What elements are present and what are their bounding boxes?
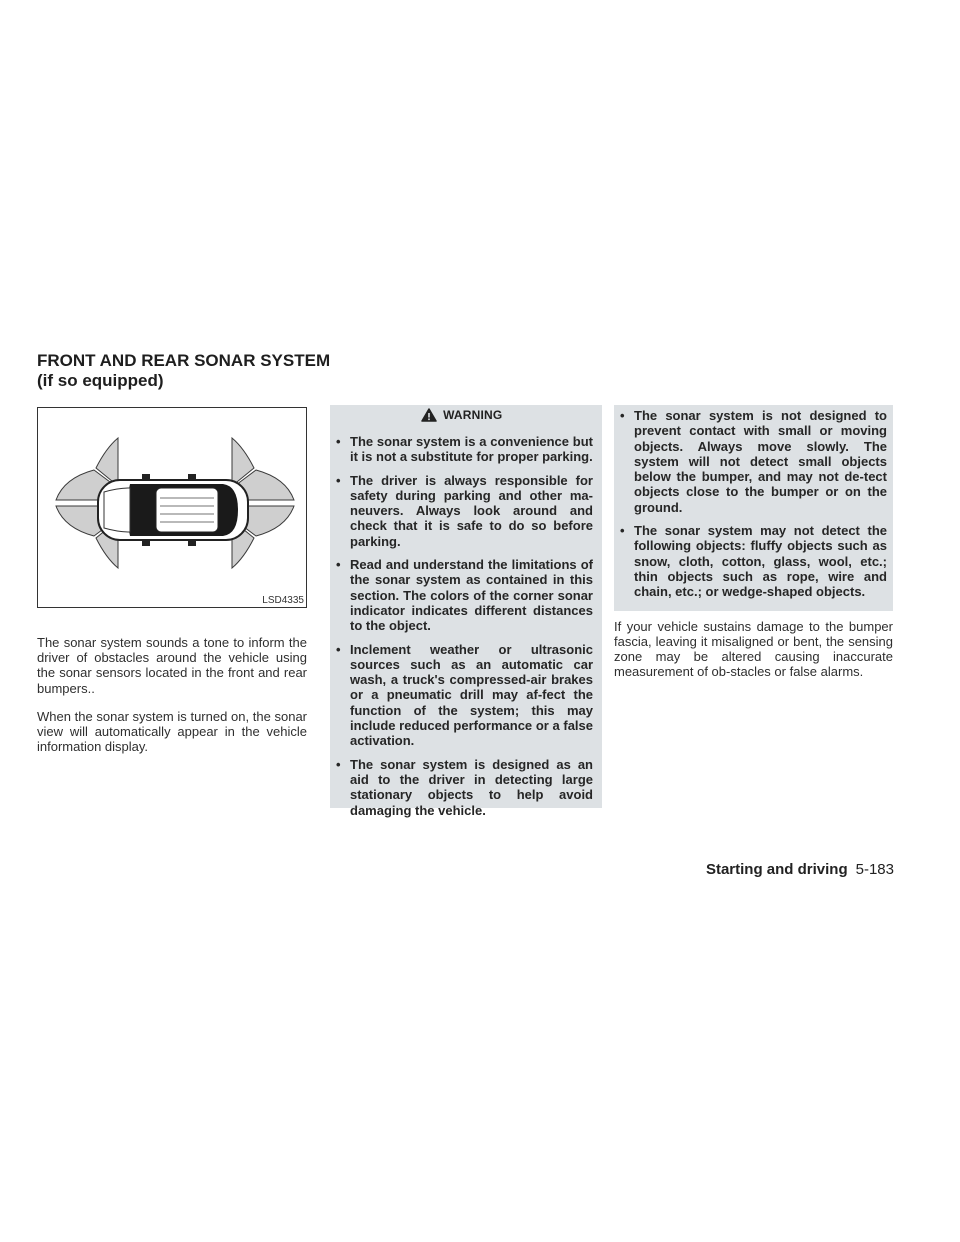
sonar-diagram: [37, 407, 307, 608]
warning-item-text: The sonar system is designed as an aid to the driver in detecting large stationary objects to help avoid damaging the vehicle.: [350, 756, 593, 818]
warning-title-text: WARNING: [443, 408, 503, 422]
warning-item: [614, 523, 887, 599]
intro-paragraph: When the sonar system is turned on, the sonar view will automatically appear in the vehicle information display.: [37, 708, 307, 755]
warning-continued-box: [614, 405, 893, 611]
car-top-view: [98, 474, 248, 546]
warning-item-text: Inclement weather or ultrasonic sources such as an automatic car wash, a truck's compressed-air brakes or a pneumatic drill may af-fect the function of the system; this may include reduced performance or a false activation.: [350, 641, 593, 749]
intro-paragraph: The sonar system sounds a tone to inform the driver of obstacles around the vehicle using the sonar sensors located in the front and rear bumpers..: [37, 635, 307, 696]
footer-section-title: Starting and driving: [705, 861, 848, 878]
bullet: •: [620, 408, 625, 423]
warning-item: [330, 642, 593, 749]
warning-item: [330, 557, 593, 633]
warning-triangle-icon: [421, 408, 437, 422]
bullet: •: [620, 523, 625, 539]
warning-item-text: The driver is always responsible for safety during parking and other ma-neuvers. Always look around and check that it is safe to do so before parking.: [350, 472, 593, 549]
damage-note: If your vehicle sustains damage to the bumper fascia, leaving it misaligned or bent, the sensing zone may be altered causing inaccurate measurement of ob-stacles or false alarms.: [614, 618, 893, 680]
warning-item: [330, 473, 593, 549]
page-footer: [706, 861, 894, 878]
bullet: •: [336, 557, 341, 573]
warning-item-text: The sonar system is not designed to prevent contact with small or moving objects. Always move slowly. The system will not detect small objects below the bumper, and may not de-tect objects close to the bumper or on the ground.: [634, 408, 887, 515]
heading-line-1: FRONT AND REAR SONAR SYSTEM: [37, 351, 331, 370]
intro-column: [37, 635, 307, 767]
figure-label: LSD4335: [262, 595, 304, 606]
sonar-zones-illustration: [38, 408, 306, 607]
warning-list: [330, 434, 593, 818]
bullet: •: [336, 641, 341, 657]
heading-line-2: (if so equipped): [37, 371, 164, 390]
warning-item-text: The sonar system is a convenience but it is not a substitute for proper parking.: [350, 434, 593, 465]
warning-title: [330, 408, 593, 422]
bullet: •: [336, 434, 341, 449]
bullet: •: [336, 756, 341, 772]
warning-box: [330, 405, 602, 818]
right-column: [614, 405, 893, 692]
bullet: •: [336, 472, 341, 488]
page-number: 5-183: [855, 861, 894, 878]
warning-item-text: Read and understand the limitations of the sonar system as contained in this section. The colors of the corner sonar indicator indicates different distances to the object.: [350, 557, 593, 634]
warning-item: [330, 757, 593, 818]
warning-item-text: The sonar system may not detect the following objects: fluffy objects such as snow, cloth, cotton, glass, wool, etc.; thin objects such as rope, wire and chain, etc.; or wedge-shaped objects.: [634, 523, 887, 600]
warning-item: [330, 434, 593, 465]
warning-item: [614, 408, 887, 515]
section-heading: [37, 351, 330, 391]
warning-continued-list: [614, 408, 887, 600]
